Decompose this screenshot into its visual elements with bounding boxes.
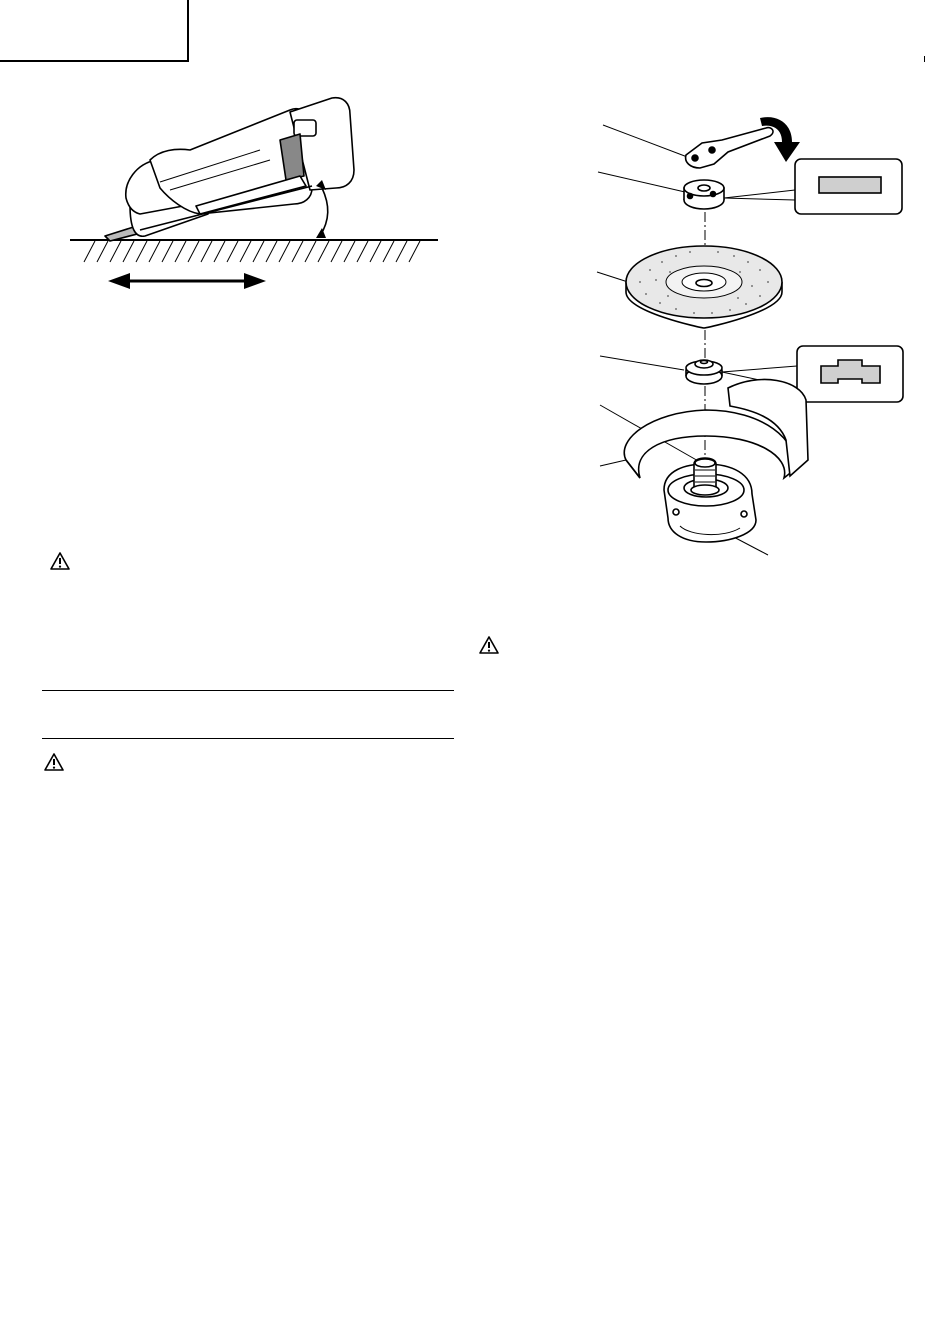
spindle-illustration [691, 458, 719, 495]
grinding-wheel-illustration [626, 246, 782, 328]
stroke-direction-arrow [108, 273, 266, 289]
language-tab-box [0, 0, 189, 62]
section-rule-top [42, 690, 454, 691]
wheel-nut-illustration [684, 180, 724, 209]
wrench-illustration [686, 128, 773, 168]
wheel-texture [639, 251, 769, 314]
surface-hatching [84, 241, 420, 262]
warning-triangle-icon [50, 552, 70, 570]
wheel-guard-illustration [624, 379, 808, 478]
washer-callout [722, 346, 903, 402]
warning-triangle-icon [479, 636, 499, 654]
angle-indicator-arc [320, 188, 328, 236]
section-rule-bottom [42, 738, 454, 739]
crop-mark [924, 56, 925, 62]
wheel-washer-illustration [686, 360, 722, 384]
rotation-arrow [760, 117, 800, 162]
nut-callout [724, 159, 902, 214]
leader-lines [597, 125, 768, 555]
warning-triangle-icon [44, 753, 64, 771]
gear-cover-illustration [664, 464, 756, 542]
angle-grinder-illustration [105, 98, 354, 241]
